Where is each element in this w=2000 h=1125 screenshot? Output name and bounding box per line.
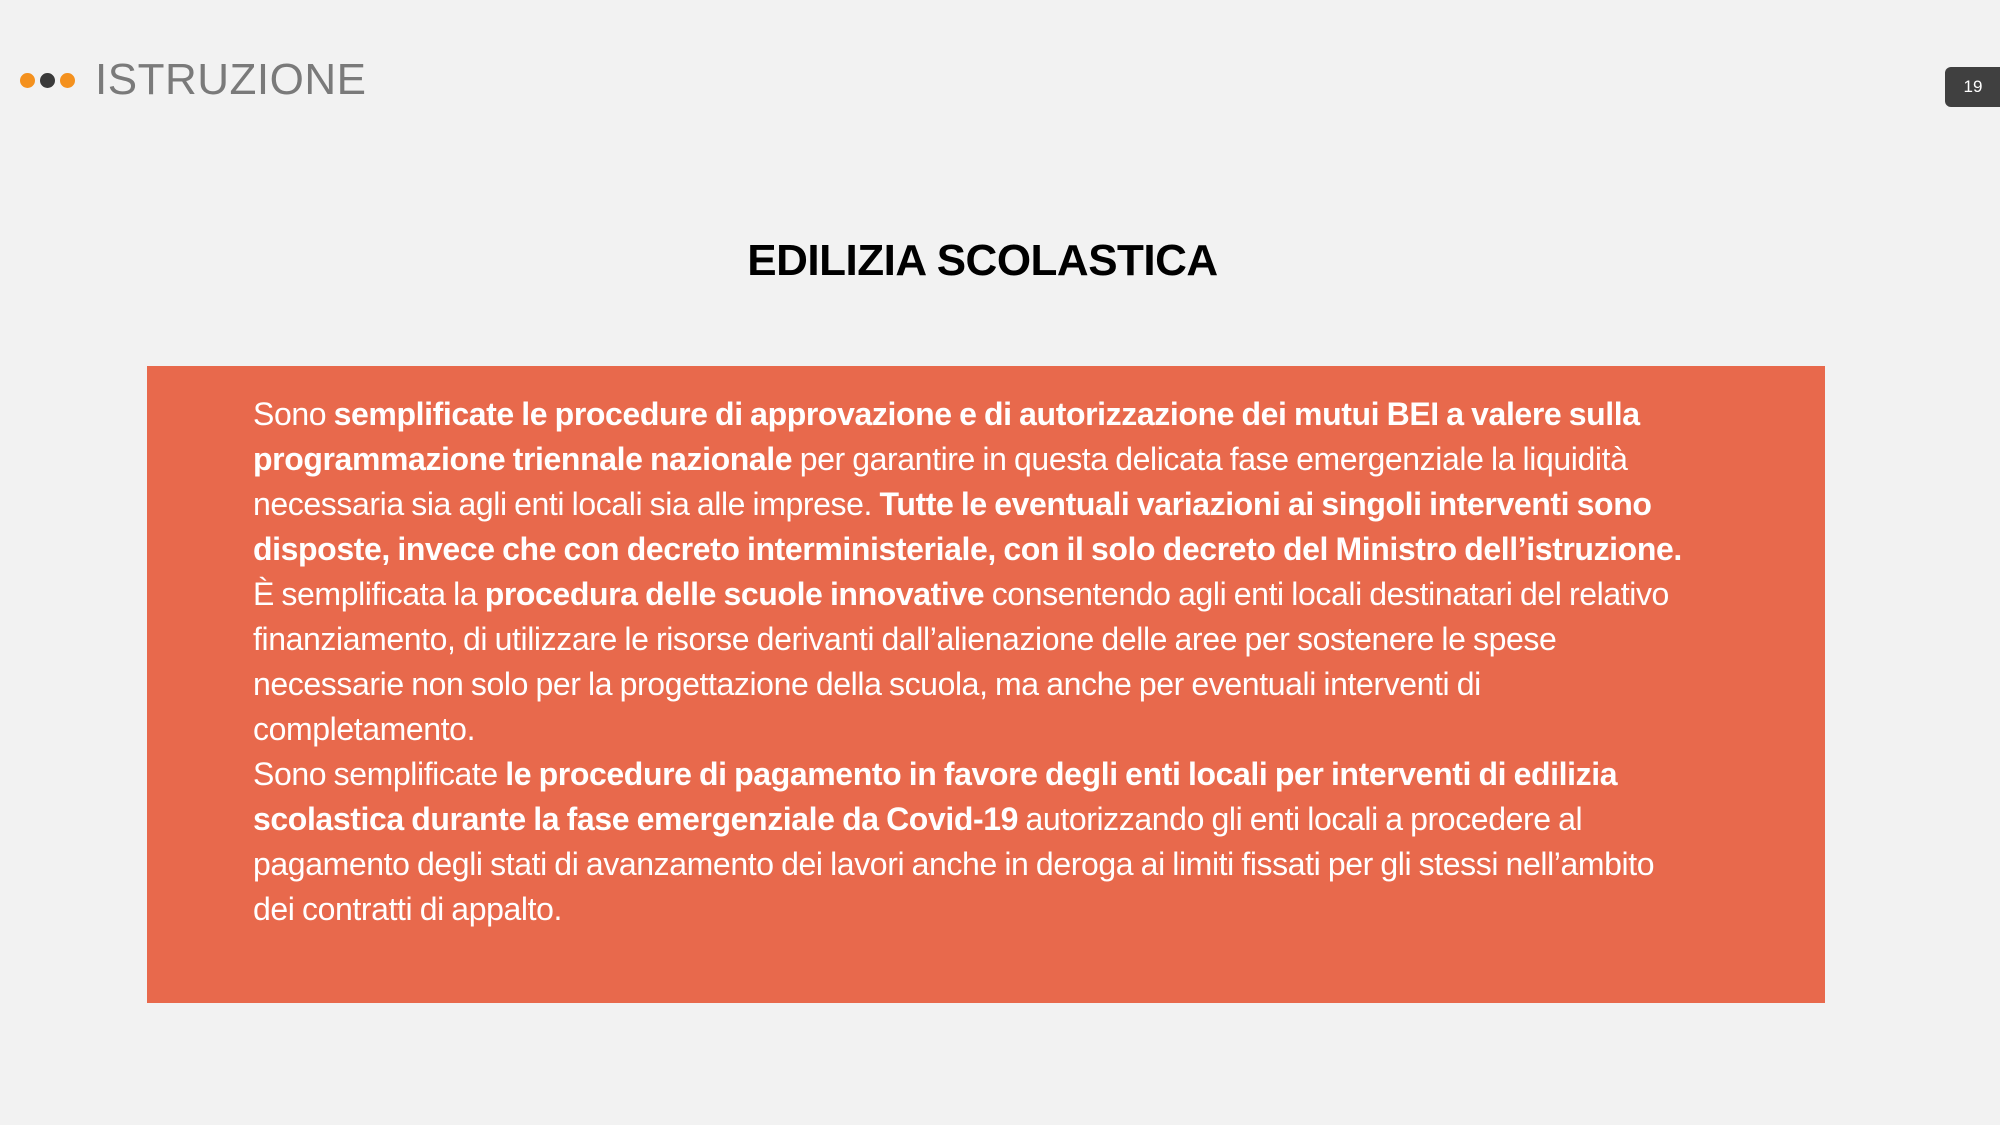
- section-header: [20, 55, 367, 104]
- text-run: Sono: [253, 396, 334, 432]
- bold-text-run: le procedure di pagamento in favore degli enti locali per interventi di edilizia scolastica durante la fase emergenziale da Covid-19: [253, 756, 1618, 837]
- text-run: È semplificata la: [253, 576, 485, 612]
- orange-dot-2: [60, 73, 75, 88]
- bold-text-run: Tutte le eventuali variazioni ai singoli interventi sono disposte, invece che con decreto interministeriale, con il solo decreto del Ministro dell’istruzione.: [253, 486, 1682, 567]
- text-run: autorizzando gli enti locali a procedere al pagamento degli stati di avanzamento dei lavori anche in deroga ai limiti fissati per gli stessi nell’ambito dei contratti di appalto.: [253, 801, 1655, 927]
- bold-text-run: semplificate le procedure di approvazione e di autorizzazione dei mutui BEI a valere sulla programmazione triennale nazionale: [253, 396, 1640, 477]
- dark-dot: [40, 73, 55, 88]
- content-box: [147, 366, 1825, 1003]
- section-title: ISTRUZIONE: [95, 55, 367, 104]
- page-number-badge: 19: [1945, 67, 2000, 107]
- text-run: Sono semplificate: [253, 756, 506, 792]
- text-run: per garantire in questa delicata fase emergenziale la liquidità necessaria sia agli enti locali sia alle imprese.: [253, 441, 1628, 522]
- paragraph-pagamento-covid: [253, 752, 1695, 932]
- paragraph-scuole-innovative: [253, 572, 1695, 752]
- text-run: consentendo agli enti locali destinatari del relativo finanziamento, di utilizzare le risorse derivanti dall’alienazione delle aree per sostenere le spese necessarie non solo per la progettazione della scuola, ma anche per eventuali interventi di completamento.: [253, 576, 1669, 747]
- header-dots: [20, 73, 75, 88]
- slide-title: EDILIZIA SCOLASTICA: [747, 236, 1218, 285]
- paragraph-mutui-bei: [253, 392, 1695, 572]
- orange-dot-1: [20, 73, 35, 88]
- bold-text-run: procedura delle scuole innovative: [484, 576, 985, 612]
